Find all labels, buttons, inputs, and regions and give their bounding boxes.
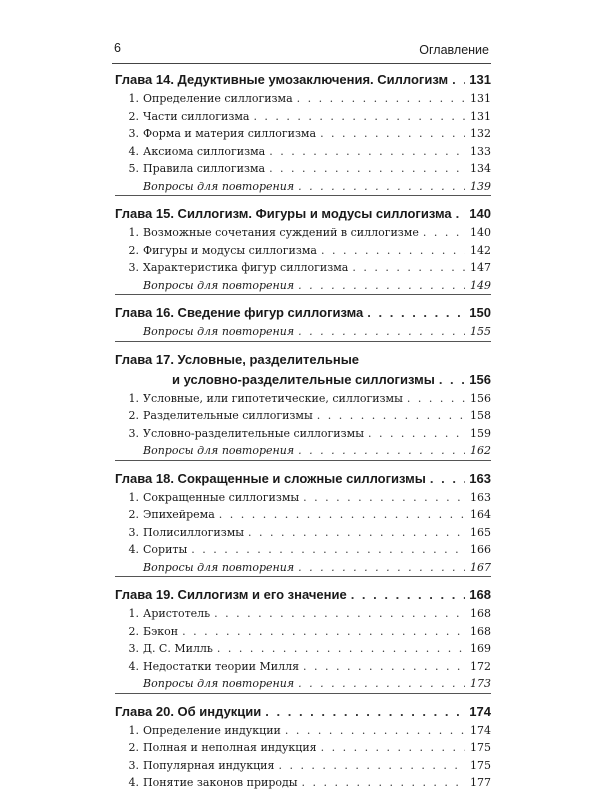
entry-page: 131 <box>469 72 491 87</box>
toc-entry[interactable] <box>115 757 491 775</box>
toc-entry[interactable] <box>115 160 491 178</box>
table-of-contents <box>115 70 491 800</box>
leader-dots <box>321 242 465 260</box>
entry-page: 139 <box>470 179 491 193</box>
entry-number: 2. <box>128 409 139 422</box>
toc-entry[interactable] <box>115 524 491 542</box>
entry-page: 150 <box>469 305 491 320</box>
entry-page: 165 <box>470 525 491 539</box>
toc-entry[interactable] <box>115 242 491 260</box>
toc-entry[interactable] <box>115 489 491 507</box>
entry-page: 163 <box>469 470 491 486</box>
leader-dots <box>303 489 465 507</box>
entry-number: 5. <box>128 162 139 175</box>
entry-page: 142 <box>470 243 491 257</box>
entry-page: 174 <box>469 703 491 719</box>
leader-dots <box>352 259 465 277</box>
entry-page: 168 <box>470 607 491 620</box>
toc-entry[interactable] <box>115 224 491 242</box>
leader-dots <box>439 370 465 390</box>
leader-dots <box>317 407 465 425</box>
entry-title: Фигуры и модусы силлогизма <box>143 243 317 257</box>
entry-title: Глава 20. Об индукции <box>115 703 262 719</box>
entry-page: 163 <box>470 490 491 504</box>
review-questions-entry[interactable] <box>115 277 491 295</box>
leader-dots <box>265 702 465 722</box>
leader-dots <box>320 125 465 143</box>
chapter-title-line: Глава 17. Условные, разделительные <box>115 351 360 367</box>
entry-number: 1. <box>128 607 139 620</box>
entry-title: Полная и неполная индукция <box>143 741 317 754</box>
entry-title: Вопросы для повторения <box>143 677 295 690</box>
entry-page: 147 <box>470 261 491 274</box>
entry-number: 3. <box>128 127 139 140</box>
entry-page: 175 <box>470 741 491 754</box>
entry-title: Глава 14. Дедуктивные умозаключения. Силлогизм <box>115 72 449 87</box>
entry-title: Вопросы для повторения <box>143 560 295 574</box>
leader-dots <box>285 722 465 740</box>
entry-page: 131 <box>470 109 491 123</box>
toc-entry[interactable] <box>115 605 491 623</box>
entry-number: 2. <box>128 243 139 257</box>
entry-page: 175 <box>470 758 491 772</box>
entry-page: 169 <box>470 642 491 655</box>
entry-title: Определение силлогизма <box>143 92 293 105</box>
entry-page: 159 <box>470 426 491 440</box>
entry-page: 140 <box>470 226 491 239</box>
entry-page: 168 <box>469 587 491 602</box>
entry-title: Популярная индукция <box>143 758 275 772</box>
entry-title: Глава 16. Сведение фигур силлогизма <box>115 305 364 320</box>
entry-number: 1. <box>128 723 139 737</box>
entry-title: Условно-разделительные силлогизмы <box>143 426 364 440</box>
leader-dots <box>297 90 465 108</box>
entry-page: 167 <box>470 560 491 574</box>
entry-title: Глава 15. Силлогизм. Фигуры и модусы силлогизма <box>115 206 452 221</box>
review-questions-entry[interactable] <box>115 323 491 341</box>
entry-title: Аксиома силлогизма <box>143 144 266 158</box>
entry-number: 3. <box>128 261 139 274</box>
entry-page: 132 <box>470 127 491 140</box>
entry-title: Вопросы для повторения <box>143 444 295 457</box>
entry-page: 172 <box>470 659 491 673</box>
toc-entry[interactable] <box>115 506 491 524</box>
leader-dots <box>214 605 465 623</box>
entry-page: 131 <box>470 92 491 105</box>
entry-title: Части силлогизма <box>143 109 250 123</box>
toc-entry[interactable] <box>115 541 491 559</box>
chapter-block <box>115 702 491 792</box>
leader-dots <box>321 739 465 757</box>
leader-dots <box>456 204 465 224</box>
leader-dots <box>298 323 465 341</box>
entry-number: 1. <box>128 490 139 504</box>
toc-entry[interactable] <box>115 739 491 757</box>
entry-page: 162 <box>470 444 491 457</box>
entry-number: 4. <box>128 659 139 673</box>
entry-number: 3. <box>128 758 139 772</box>
leader-dots <box>191 541 465 559</box>
leader-dots <box>298 559 465 577</box>
leader-dots <box>423 224 465 242</box>
leader-dots <box>298 675 465 693</box>
toc-entry[interactable] <box>115 425 491 443</box>
leader-dots <box>298 277 465 295</box>
chapter-block <box>115 585 491 694</box>
entry-page: 155 <box>470 325 491 338</box>
leader-dots <box>302 774 465 792</box>
entry-title: Сориты <box>143 543 188 556</box>
toc-entry[interactable] <box>115 774 491 792</box>
entry-page: 173 <box>470 677 491 690</box>
review-questions-entry[interactable] <box>115 675 491 693</box>
leader-dots <box>278 757 465 775</box>
entry-number: 1. <box>128 391 139 405</box>
entry-page: 174 <box>470 723 491 737</box>
entry-number: 2. <box>128 624 139 638</box>
page-header <box>112 39 491 64</box>
chapter-title[interactable] <box>115 303 491 323</box>
leader-dots <box>407 390 465 408</box>
leader-dots <box>303 658 465 676</box>
entry-page: 156 <box>470 391 491 405</box>
entry-title: Бэкон <box>143 624 179 638</box>
chapter-title[interactable] <box>115 70 491 90</box>
entry-page: 149 <box>470 278 491 292</box>
entry-title: Условные, или гипотетические, силлогизмы <box>143 391 403 405</box>
entry-page: 140 <box>469 206 491 221</box>
entry-page: 177 <box>470 776 491 789</box>
leader-dots <box>452 70 465 90</box>
entry-number: 1. <box>128 226 139 239</box>
running-title: Оглавление <box>419 43 489 57</box>
entry-number: 2. <box>128 109 139 123</box>
leader-dots <box>298 442 465 460</box>
entry-title: Д. С. Милль <box>143 642 213 655</box>
leader-dots <box>217 640 465 658</box>
entry-number: 4. <box>128 144 139 158</box>
leader-dots <box>182 623 465 641</box>
entry-title: Полисиллогизмы <box>143 525 245 539</box>
toc-entry[interactable] <box>115 722 491 740</box>
entry-number: 3. <box>128 525 139 539</box>
entry-page: 168 <box>470 624 491 638</box>
leader-dots <box>269 160 465 178</box>
leader-dots <box>269 143 465 161</box>
entry-title: Возможные сочетания суждений в силлогизме <box>143 226 419 239</box>
entry-title: Эпихейрема <box>143 508 215 521</box>
leader-dots <box>368 425 465 443</box>
entry-title: Правила силлогизма <box>143 162 266 175</box>
chapter-title[interactable] <box>115 370 491 390</box>
entry-number: 2. <box>128 741 139 754</box>
leader-dots <box>298 178 465 196</box>
leader-dots <box>351 585 465 605</box>
entry-page: 158 <box>470 409 491 422</box>
entry-number: 4. <box>128 776 139 789</box>
chapter-block <box>115 350 491 461</box>
entry-number: 3. <box>128 642 139 655</box>
chapter-title[interactable] <box>115 585 491 605</box>
leader-dots <box>253 108 465 126</box>
leader-dots <box>430 469 465 489</box>
entry-title: Характеристика фигур силлогизма <box>143 261 349 274</box>
toc-entry[interactable] <box>115 623 491 641</box>
entry-title: Недостатки теории Милля <box>143 659 300 673</box>
entry-title: Вопросы для повторения <box>143 278 295 292</box>
entry-title: Вопросы для повторения <box>143 179 295 193</box>
entry-title: Форма и материя силлогизма <box>143 127 317 140</box>
leader-dots <box>219 506 465 524</box>
toc-entry[interactable] <box>115 90 491 108</box>
entry-title: Сокращенные силлогизмы <box>143 490 300 504</box>
entry-title: Разделительные силлогизмы <box>143 409 313 422</box>
leader-dots <box>367 303 465 323</box>
toc-entry[interactable] <box>115 658 491 676</box>
chapter-title[interactable] <box>115 350 491 370</box>
entry-number: 2. <box>128 508 139 521</box>
toc-entry[interactable] <box>115 640 491 658</box>
entry-page: 134 <box>470 162 491 175</box>
entry-title: Понятие законов природы <box>143 776 298 789</box>
entry-title: Глава 18. Сокращенные и сложные силлогизмы <box>115 470 426 486</box>
toc-entry[interactable] <box>115 143 491 161</box>
chapter-block <box>115 469 491 578</box>
chapter-title[interactable] <box>115 204 491 224</box>
entry-title: Определение индукции <box>143 723 281 737</box>
toc-entry[interactable] <box>115 390 491 408</box>
entry-title: и условно-разделительные силлогизмы <box>172 371 435 387</box>
entry-page: 166 <box>470 543 491 556</box>
review-questions-entry[interactable] <box>115 442 491 460</box>
chapter-title[interactable] <box>115 702 491 722</box>
chapter-block <box>115 70 491 196</box>
toc-entry[interactable] <box>115 125 491 143</box>
page-number: 6 <box>114 41 121 55</box>
entry-number: 1. <box>128 92 139 105</box>
entry-number: 4. <box>128 543 139 556</box>
entry-title: Аристотель <box>143 607 211 620</box>
chapter-title[interactable] <box>115 469 491 489</box>
leader-dots <box>248 524 465 542</box>
entry-page: 156 <box>469 371 491 387</box>
entry-title: Вопросы для повторения <box>143 325 295 338</box>
entry-number: 3. <box>128 426 139 440</box>
chapter-block <box>115 204 491 295</box>
review-questions-entry[interactable] <box>115 178 491 196</box>
chapter-block <box>115 303 491 342</box>
toc-entry[interactable] <box>115 108 491 126</box>
toc-entry[interactable] <box>115 259 491 277</box>
entry-page: 164 <box>470 508 491 521</box>
review-questions-entry[interactable] <box>115 559 491 577</box>
entry-title: Глава 19. Силлогизм и его значение <box>115 587 347 602</box>
entry-page: 133 <box>470 144 491 158</box>
toc-entry[interactable] <box>115 407 491 425</box>
